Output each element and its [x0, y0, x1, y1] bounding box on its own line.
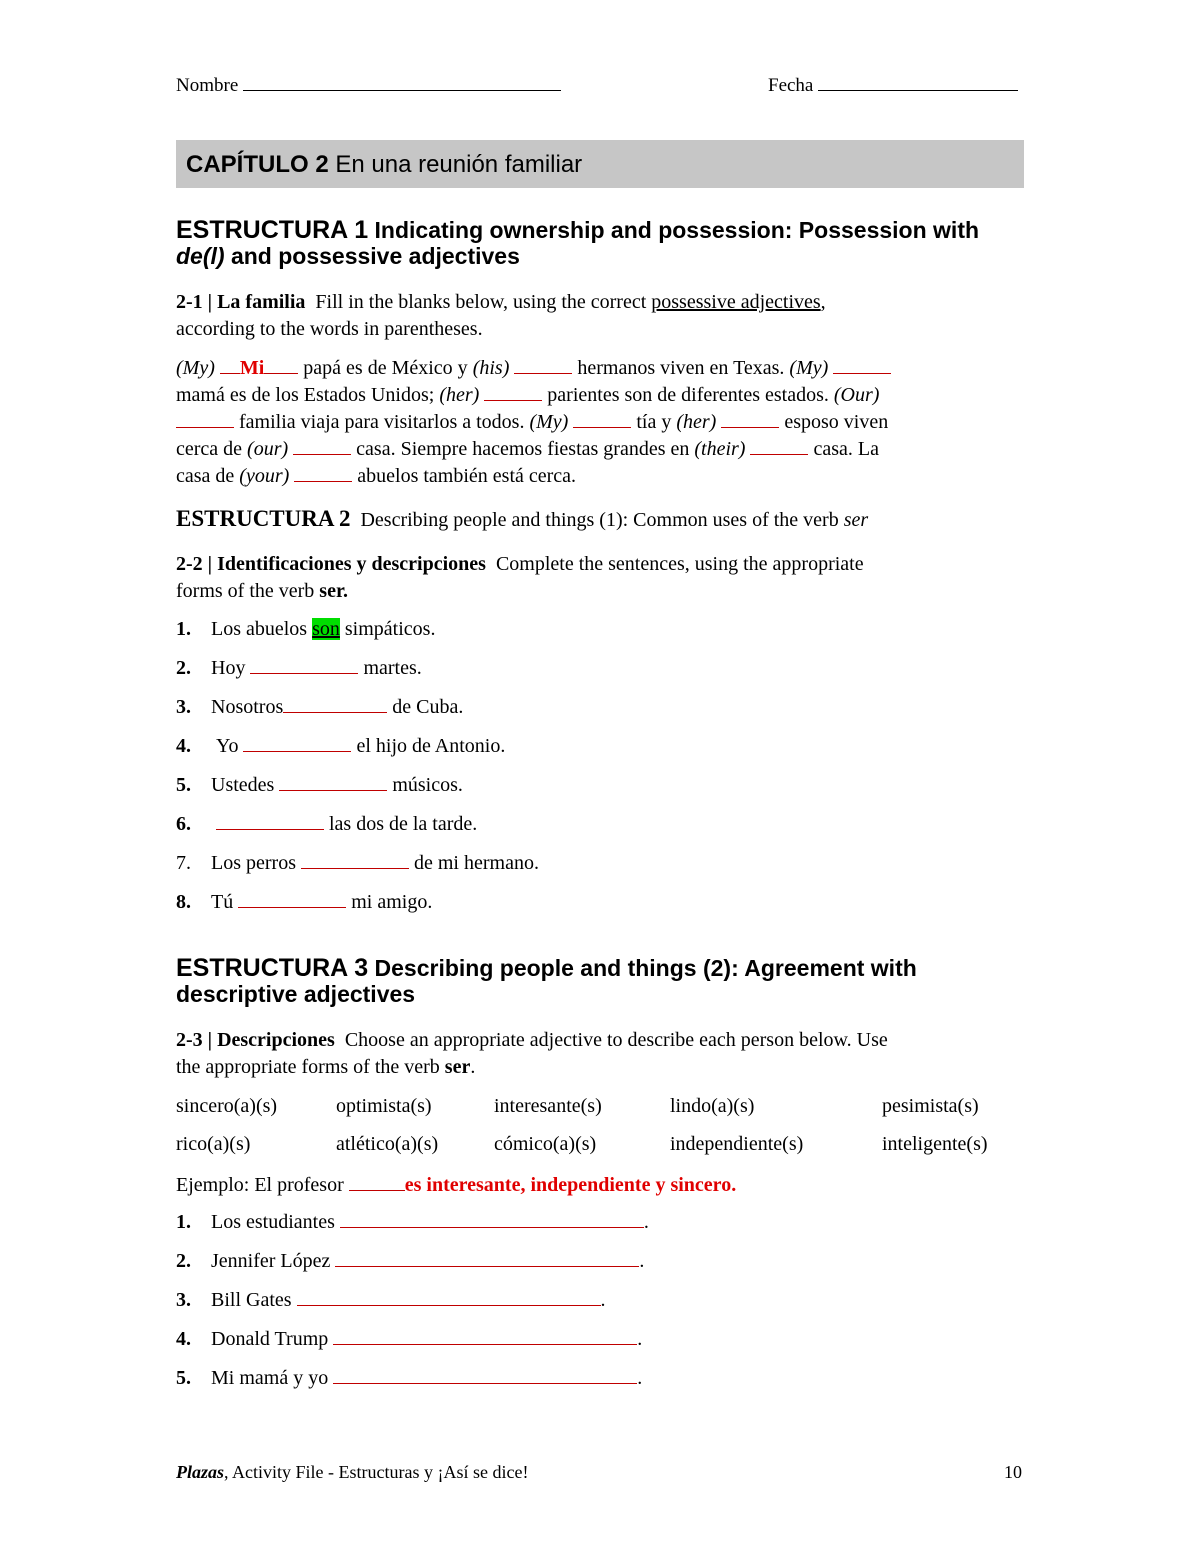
page-number: 10 — [1004, 1462, 1022, 1482]
adjective-option: sincero(a)(s) — [176, 1095, 278, 1117]
list-item: Tú mi amigo. — [211, 891, 433, 913]
adjective-option: pesimista(s) — [882, 1095, 979, 1117]
adjective-option: cómico(a)(s) — [494, 1133, 597, 1155]
ex3-example: Ejemplo: El profesor es interesante, independiente y sincero. — [176, 1174, 737, 1196]
ex2-answer: son — [312, 618, 340, 640]
list-item: Jennifer López . — [211, 1250, 645, 1272]
nombre-label: Nombre — [176, 75, 239, 96]
adjective-option: lindo(a)(s) — [670, 1095, 755, 1117]
chapter-banner — [176, 140, 1024, 188]
adjective-option: atlético(a)(s) — [336, 1133, 439, 1155]
ex1-id: 2-1 | La familia — [176, 291, 306, 313]
adjective-option: inteligente(s) — [882, 1133, 988, 1155]
list-item: Hoy martes. — [211, 657, 422, 679]
list-item: Yo el hijo de Antonio. — [216, 735, 506, 757]
adjective-option: rico(a)(s) — [176, 1133, 251, 1155]
adjective-option: optimista(s) — [336, 1095, 432, 1117]
fecha-field — [768, 72, 1018, 97]
estructura3-heading: ESTRUCTURA 3 Describing people and things (2): Agreement with descriptive adjectives — [176, 954, 917, 1007]
list-item: las dos de la tarde. — [211, 813, 477, 836]
ex3-instructions: 2-3 | Descripciones Choose an appropriate adjective to describe each person below. Use the appropriate forms of the verb ser. — [176, 1029, 888, 1078]
list-item: Los abuelos son simpáticos. — [211, 618, 436, 640]
list-item: Bill Gates . — [211, 1289, 606, 1311]
list-item: Mi mamá y yo . — [211, 1367, 643, 1389]
fecha-blank[interactable] — [818, 72, 1018, 91]
adjective-option: independiente(s) — [670, 1133, 804, 1155]
ex1-instructions: 2-1 | La familia Fill in the blanks below, using the correct possessive adjectives, according to the words in parentheses. — [176, 291, 826, 340]
ex1-paragraph: (My) Mi papá es de México y (his) hermanos viven en Texas. (My) mamá es de los Estados Unidos; (her) parientes son de diferentes estados. (Our) familia viaja para visitarlos a todos. (My) tía y (her) esposo viven cerca de (our) casa. Siempre hacemos fiestas grandes en (their) casa. La casa de (your) abuelos también está cerca. — [176, 355, 1024, 490]
list-item: Donald Trump . — [211, 1328, 643, 1350]
estructura1-heading: ESTRUCTURA 1 Indicating ownership and possession: Possession with de(l) and possessive adjectives — [176, 216, 980, 269]
adjective-option: interesante(s) — [494, 1095, 602, 1117]
nombre-field — [176, 72, 561, 97]
list-item: Los perros de mi hermano. — [211, 852, 539, 874]
list-item: Ustedes músicos. — [211, 774, 463, 796]
fecha-label: Fecha — [768, 75, 814, 96]
list-item: Los estudiantes . — [211, 1211, 649, 1233]
chapter-number: CAPÍTULO 2 — [186, 151, 329, 178]
ex2-instructions: 2-2 | Identificaciones y descripciones Complete the sentences, using the appropriate forms of the verb ser. — [176, 553, 864, 602]
nombre-blank[interactable] — [243, 72, 561, 91]
ex1-answer: Mi — [239, 357, 265, 379]
ex3-example-answer: es interesante, independiente y sincero. — [404, 1174, 737, 1196]
footer-citation: Plazas, Activity File - Estructuras y ¡Así se dice! — [176, 1462, 529, 1482]
estructura2-heading: ESTRUCTURA 2 Describing people and things (1): Common uses of the verb ser — [176, 506, 869, 531]
list-item: Nosotros de Cuba. — [211, 696, 464, 718]
chapter-title: En una reunión familiar — [335, 151, 583, 178]
